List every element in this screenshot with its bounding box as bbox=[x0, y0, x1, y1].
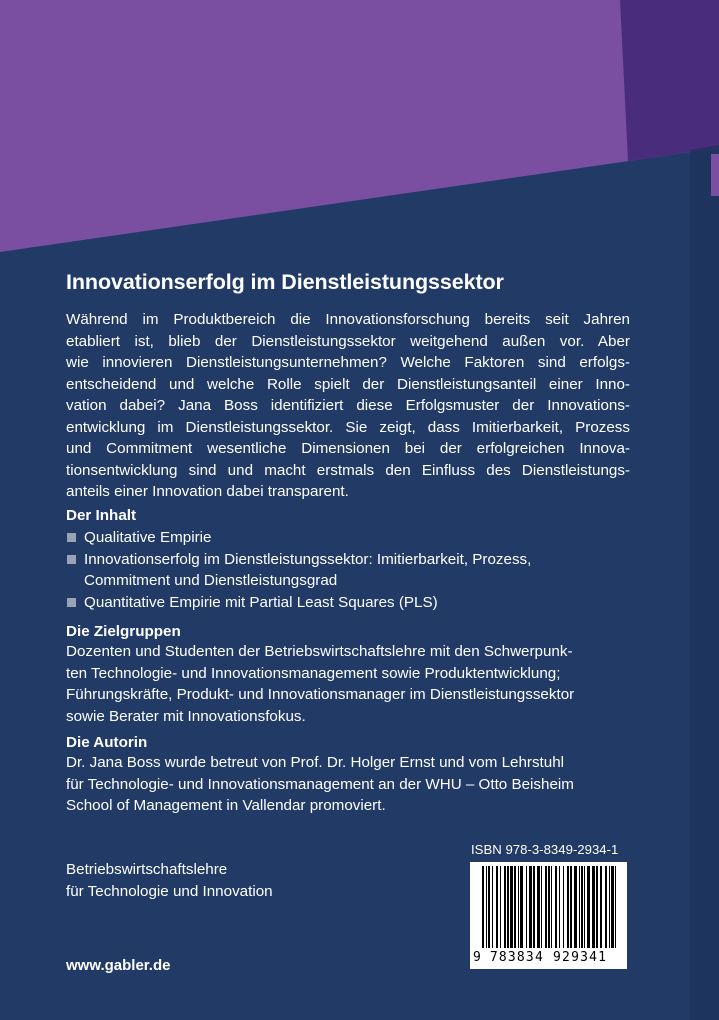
barcode-bar bbox=[563, 866, 564, 948]
barcode-bar bbox=[488, 866, 490, 948]
text-line: Dr. Jana Boss wurde betreut von Prof. Dr. Holger Ernst und vom Lehrstuhl bbox=[66, 754, 565, 771]
intro-line: anteils einer Innovation dabei transparent. bbox=[66, 483, 349, 500]
barcode-bar bbox=[567, 866, 569, 948]
book-title: Innovationserfolg im Dienstleistungssektor bbox=[66, 270, 504, 294]
inhalt-list bbox=[66, 527, 531, 613]
barcode-bar bbox=[526, 866, 527, 948]
barcode-bar bbox=[520, 866, 523, 948]
barcode-bar bbox=[615, 866, 616, 948]
barcode-bar bbox=[579, 866, 580, 948]
intro-line: etabliert ist, blieb der Dienstleistungssektor weitgehend außen vor. Aber bbox=[66, 332, 630, 350]
barcode-bar bbox=[529, 866, 532, 948]
intro-line: und Commitment wesentliche Dimensionen bei der erfolgreichen Innova- bbox=[66, 440, 630, 457]
barcode-bar bbox=[600, 866, 602, 948]
text-line: ten Technologie- und Innovationsmanagement sowie Produktentwicklung; bbox=[66, 664, 561, 682]
barcode-bar bbox=[504, 866, 506, 948]
zielgruppen-heading: Die Zielgruppen bbox=[66, 623, 181, 640]
series-line: für Technologie und Innovation bbox=[66, 882, 273, 900]
intro-line: tionsentwicklung sind und macht erstmals den Einfluss des Dienstleistungs- bbox=[66, 461, 630, 479]
text-line: School of Management in Vallendar promoviert. bbox=[66, 797, 386, 814]
intro-line: Während im Produktbereich die Innovationsforschung bereits seit Jahren bbox=[66, 311, 630, 328]
barcode-bar bbox=[482, 866, 484, 948]
purple-corner bbox=[620, 0, 719, 161]
intro-line: wie innovieren Dienstleistungsunternehmen? Welche Faktoren sind erfolgs- bbox=[66, 354, 630, 371]
inhalt-heading: Der Inhalt bbox=[66, 507, 137, 524]
bullet-square-icon bbox=[67, 533, 76, 542]
series-name bbox=[66, 859, 273, 902]
intro-line: vation dabei? Jana Boss identifiziert diese Erfolgsmuster der Innovations- bbox=[66, 397, 630, 414]
bullet-square-icon bbox=[67, 555, 76, 564]
text-line: für Technologie- und Innovationsmanagement an der WHU – Otto Beisheim bbox=[66, 775, 574, 793]
autorin-paragraph bbox=[66, 752, 574, 817]
barcode-left-group: 783834 bbox=[489, 950, 544, 965]
barcode-bar bbox=[596, 866, 598, 948]
text-line: sowie Berater mit Innovationsfokus. bbox=[66, 707, 306, 725]
bullet-square-icon bbox=[67, 598, 76, 607]
intro-line: entscheidend und welche Rolle spielt der Dienstleistungsanteil einer Inno- bbox=[66, 375, 630, 393]
text-line: Führungskräfte, Produkt- und Innovationsmanager im Dienstleistungssektor bbox=[66, 686, 575, 703]
barcode-bar bbox=[486, 866, 487, 948]
barcode-bar bbox=[492, 866, 493, 948]
navy-stripe bbox=[690, 145, 719, 1020]
barcode-bar bbox=[570, 866, 572, 948]
barcode-bar bbox=[500, 866, 501, 948]
barcode-bar bbox=[507, 866, 509, 948]
barcode-right-group: 929341 bbox=[553, 950, 608, 965]
list-item-text: Innovationserfolg im Dienstleistungssektor: Imitierbarkeit, Prozess, bbox=[84, 550, 532, 568]
barcode-bar bbox=[518, 866, 519, 948]
barcode-bar bbox=[587, 866, 590, 948]
barcode-bar bbox=[592, 866, 595, 948]
intro-line: entwicklung im Dienstleistungssektor. Sie zeigt, dass Imitierbarkeit, Prozess bbox=[66, 418, 630, 436]
series-line: Betriebswirtschaftslehre bbox=[66, 861, 228, 878]
isbn-label: ISBN 978-3-8349-2934-1 bbox=[471, 842, 619, 857]
barcode bbox=[470, 862, 627, 969]
zielgruppen-paragraph bbox=[66, 641, 574, 727]
barcode-digits bbox=[470, 950, 627, 965]
list-item bbox=[66, 549, 531, 592]
barcode-bar bbox=[545, 866, 547, 948]
barcode-bar bbox=[510, 866, 513, 948]
list-item-text: Quantitative Empirie mit Partial Least Squares (PLS) bbox=[84, 593, 438, 611]
list-item bbox=[66, 592, 531, 614]
text-line: Dozenten und Studenten der Betriebswirtschaftslehre mit den Schwerpunk- bbox=[66, 643, 573, 660]
barcode-bar bbox=[609, 866, 610, 948]
barcode-bar bbox=[533, 866, 535, 948]
barcode-bar bbox=[555, 866, 557, 948]
barcode-bar bbox=[584, 866, 585, 948]
intro-paragraph bbox=[66, 309, 630, 503]
accent-mark bbox=[711, 154, 719, 196]
barcode-bar bbox=[574, 866, 577, 948]
barcode-bar bbox=[548, 866, 550, 948]
barcode-bar bbox=[581, 866, 583, 948]
barcode-bar bbox=[611, 866, 614, 948]
barcode-bar bbox=[514, 866, 516, 948]
list-item bbox=[66, 527, 531, 549]
barcode-bar bbox=[605, 866, 607, 948]
list-item-text: Qualitative Empirie bbox=[84, 529, 212, 546]
barcode-first-digit: 9 bbox=[473, 950, 483, 965]
barcode-bar bbox=[551, 866, 552, 948]
publisher-url[interactable]: www.gabler.de bbox=[66, 957, 171, 974]
autorin-heading: Die Autorin bbox=[66, 734, 148, 751]
barcode-bar bbox=[541, 866, 542, 948]
list-item-text: Commitment und Dienstleistungsgrad bbox=[84, 572, 338, 589]
barcode-bar bbox=[496, 866, 498, 948]
barcode-bar bbox=[559, 866, 560, 948]
barcode-bar bbox=[537, 866, 540, 948]
barcode-bars bbox=[470, 862, 627, 950]
